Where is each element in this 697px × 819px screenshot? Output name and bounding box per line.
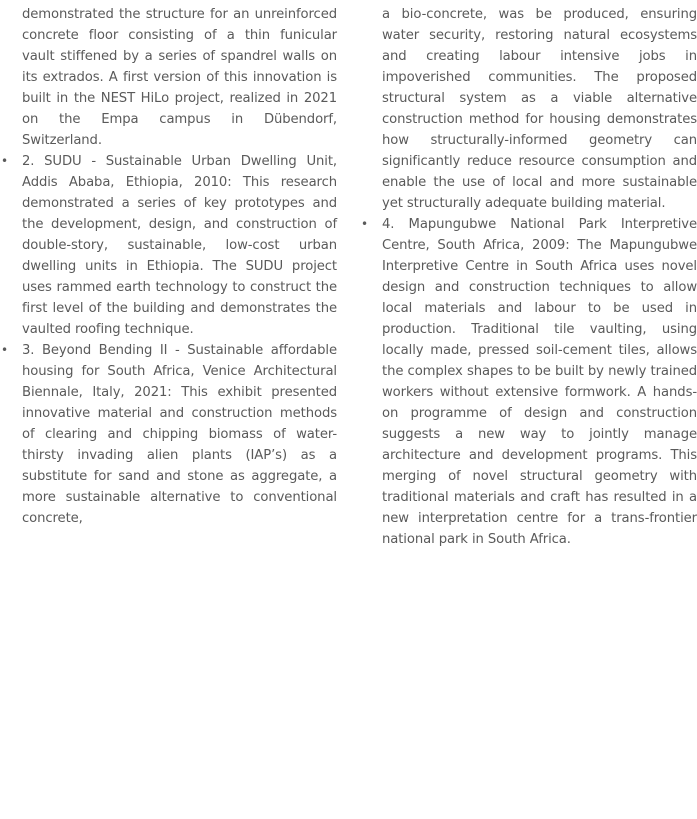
bullet-icon: • — [1, 343, 8, 357]
list-item-text: 3. Beyond Bending II - Sustainable affordable housing for South Africa, Venice Architectural Biennale, Italy, 2021: This exhibit presented innovative material and construction methods of clearing and chipping biomass of water-thirsty invading alien plants (IAP’s) as a substitute for sand and stone as aggregate, a more sustainable alternative to conventional concrete, — [22, 343, 337, 526]
right-column — [361, 4, 697, 550]
list-item-text: 4. Mapungubwe National Park Interpretive Centre, South Africa, 2009: The Mapungubwe Interpretive Centre in South Africa uses novel design and construction techniques to allow local materials and labour to be used in production. Traditional tile vaulting, using locally made, pressed soil-cement tiles, allows the complex shapes to be built by newly trained workers without extensive formwork. A hands-on programme of design and construction suggests a new way to jointly manage architecture and development programs. This merging of novel structural geometry with traditional materials and craft has resulted in a new interpretation centre for a trans-frontier national park in South Africa. — [382, 217, 697, 547]
list-item-text: 2. SUDU - Sustainable Urban Dwelling Unit, Addis Ababa, Ethiopia, 2010: This research demonstrated a series of key prototypes and the development, design, and construction of double-story, sustainable, low-cost urban dwelling units in Ethiopia. The SUDU project uses rammed earth technology to construct the first level of the building and demonstrates the vaulted roofing technique. — [22, 154, 337, 337]
left-column — [1, 4, 337, 529]
right-continuation-paragraph: a bio-concrete, was be produced, ensuring water security, restoring natural ecosystems and creating labour intensive jobs in impoverished communities. The proposed structural system as a viable alternative construction method for housing demonstrates how structurally-informed geometry can significantly reduce resource consumption and enable the use of local and more sustainable yet structurally adequate building material. — [382, 7, 697, 211]
left-continuation-paragraph: demonstrated the structure for an unreinforced concrete floor consisting of a thin funicular vault stiffened by a series of spandrel walls on its extrados. A first version of this innovation is built in the NEST HiLo project, realized in 2021 on the Empa campus in Dübendorf, Switzerland. — [22, 7, 337, 148]
list-item-beyond-bending — [1, 340, 337, 529]
list-item-sudu — [1, 151, 337, 340]
bullet-icon: • — [1, 154, 8, 168]
bullet-icon: • — [361, 217, 368, 231]
list-item-mapungubwe — [361, 214, 697, 550]
